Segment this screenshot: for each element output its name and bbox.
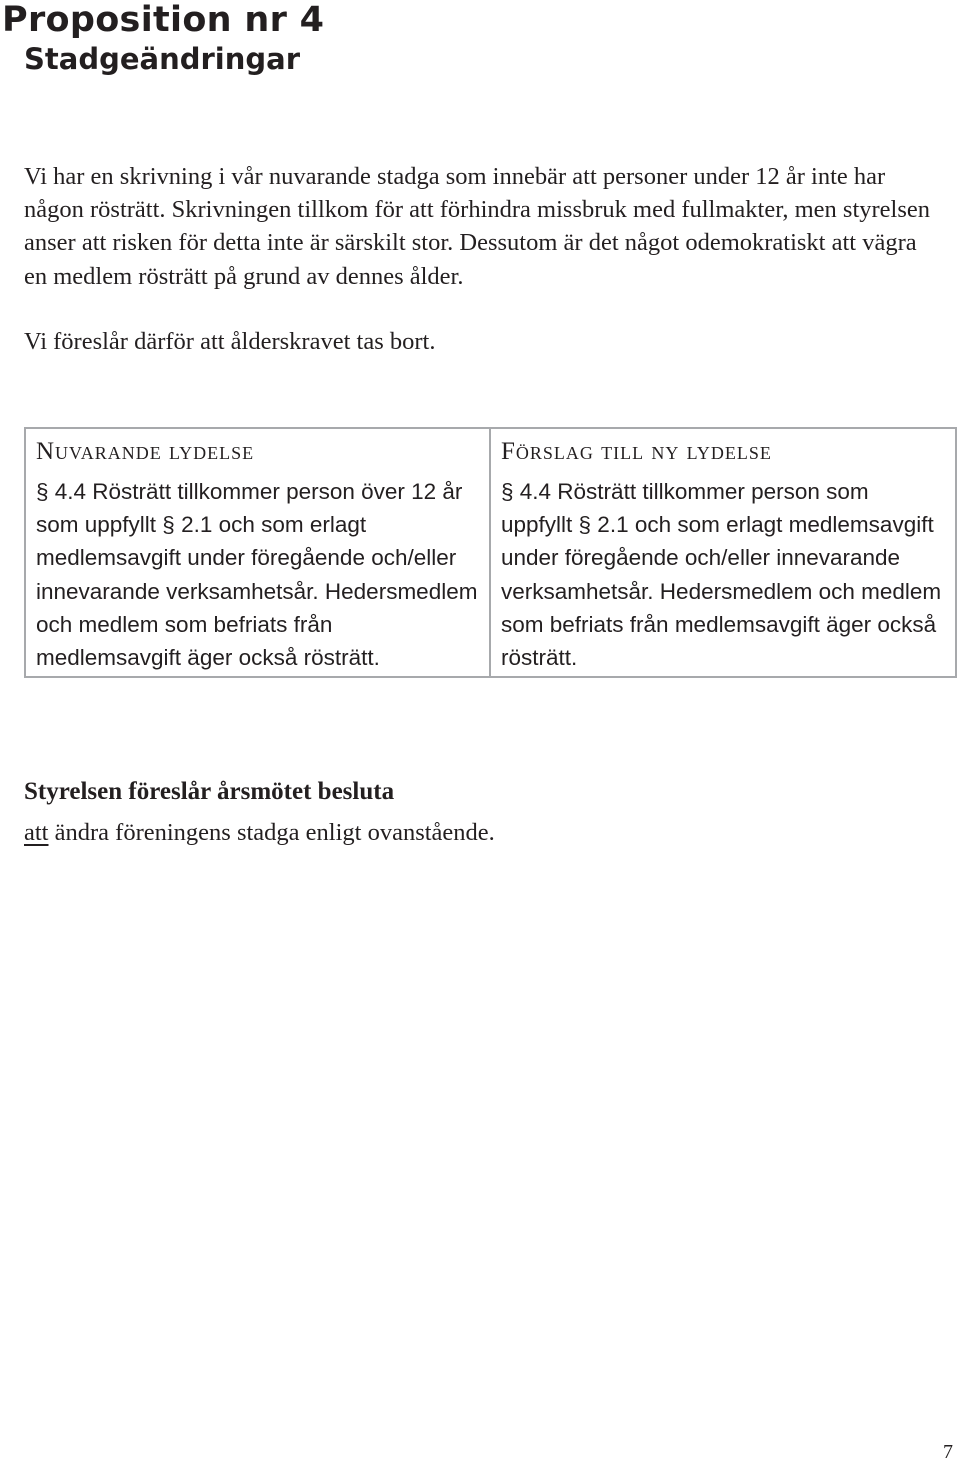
proposed-wording-column: [491, 429, 955, 676]
current-wording-text: § 4.4 Rösträtt tillkommer person över 12 år som uppfyllt § 2.1 och som erlagt medlemsavgift under föregående och/eller innevarande verksamhetsår. Hedersmedlem och medlem som befriats från medlemsavgift äger också rösträtt.: [36, 479, 478, 671]
decision-heading: Styrelsen föreslår årsmötet besluta: [24, 778, 395, 805]
page-number: 7: [943, 1441, 953, 1463]
decision-motion-text: ändra föreningens stadga enligt ovanstående.: [54, 819, 495, 846]
comparison-table: [24, 427, 957, 678]
proposal-statement: Vi föreslår därför att ålderskravet tas bort.: [24, 328, 436, 355]
proposed-wording-heading: Förslag till ny lydelse: [501, 438, 772, 465]
page-subtitle: Stadgeändringar: [24, 42, 300, 76]
proposed-wording-text: § 4.4 Rösträtt tillkommer person som uppfyllt § 2.1 och som erlagt medlemsavgift under föregående och/eller innevarande verksamhetsår. Hedersmedlem och medlem som befriats från medlemsavgift äger också rösträtt.: [501, 479, 942, 671]
page-title: Proposition nr 4: [2, 0, 325, 40]
att-keyword: att: [24, 819, 49, 846]
intro-paragraph: Vi har en skrivning i vår nuvarande stadga som innebär att personer under 12 år inte har någon rösträtt. Skrivningen tillkom för att förhindra missbruk med fullmakter, men styrelsen anser att risken för detta inte är särskilt stor. Dessutom är det något odemokratiskt att vägra en medlem rösträtt på grund av dennes ålder.: [24, 163, 931, 290]
current-wording-heading: Nuvarande lydelse: [36, 438, 255, 465]
decision-motion: [24, 816, 495, 850]
current-wording-column: [26, 429, 491, 676]
